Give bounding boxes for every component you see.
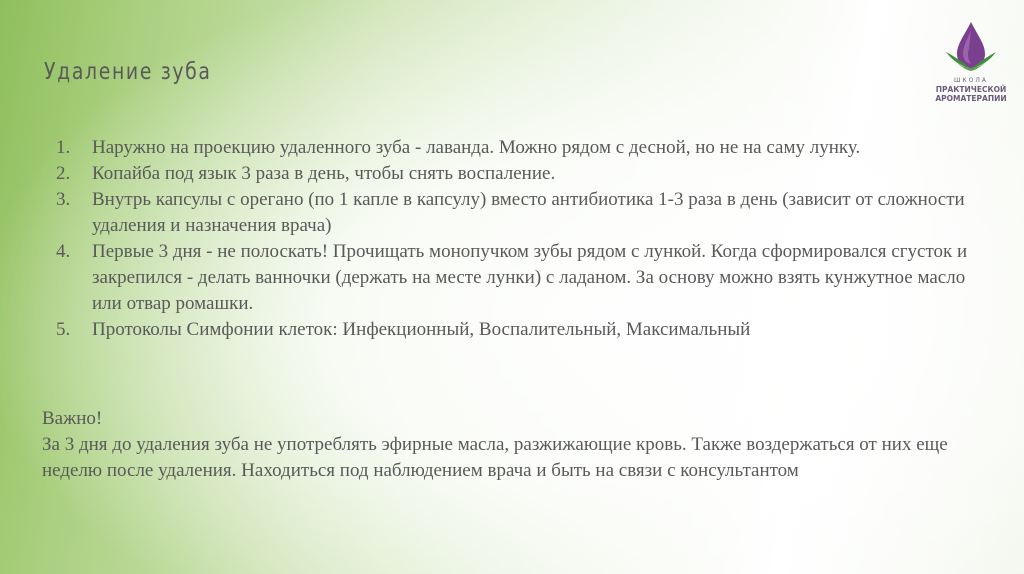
logo-line-1: ШКОЛА: [953, 77, 988, 84]
list-item-number: 2.: [56, 163, 71, 184]
slide-title: Удаление зуба: [44, 59, 212, 86]
logo-line-3: АРОМАТЕРАПИИ: [935, 94, 1007, 103]
list-item-number: 4.: [56, 241, 71, 262]
logo-line-2: ПРАКТИЧЕСКОЙ: [935, 85, 1007, 94]
list-item: [42, 187, 972, 239]
instructions-list: [42, 135, 972, 343]
list-item-number: 3.: [56, 189, 71, 210]
list-item-text: Наружно на проекцию удаленного зуба - лаванда. Можно рядом с десной, но не на саму лунку.: [92, 137, 861, 158]
note-heading: Важно!: [42, 408, 103, 429]
list-item-number: 5.: [56, 319, 71, 340]
list-item-text: Первые 3 дня - не полоскать! Прочищать монопучком зубы рядом с лункой. Когда сформировался сгусток и закрепился - делать ванночки (держать на месте лунки) с ладаном. За основу можно взять кунжутное масло или отвар ромашки.: [92, 241, 968, 314]
list-item-text: Протоколы Симфонии клеток: Инфекционный, Воспалительный, Максимальный: [92, 319, 751, 340]
list-item-number: 1.: [56, 137, 71, 158]
list-item-text: Копайба под язык 3 раза в день, чтобы снять воспаление.: [92, 163, 556, 184]
important-note: [42, 406, 972, 484]
lotus-drop-icon: [942, 16, 1000, 74]
list-item-text: Внутрь капсулы с орегано (по 1 капле в капсулу) вместо антибиотика 1-3 раза в день (зависит от сложности удаления и назначения врача): [92, 189, 965, 236]
list-item: [42, 239, 972, 317]
school-logo: [928, 14, 1014, 106]
list-item: [42, 135, 972, 161]
list-item: [42, 161, 972, 187]
note-text: За 3 дня до удаления зуба не употреблять эфирные масла, разжижающие кровь. Также воздержаться от них еще неделю после удаления. Находиться под наблюдением врача и быть на связи с консультантом: [42, 434, 948, 481]
logo-text: [928, 76, 1014, 103]
list-item: [42, 317, 972, 343]
